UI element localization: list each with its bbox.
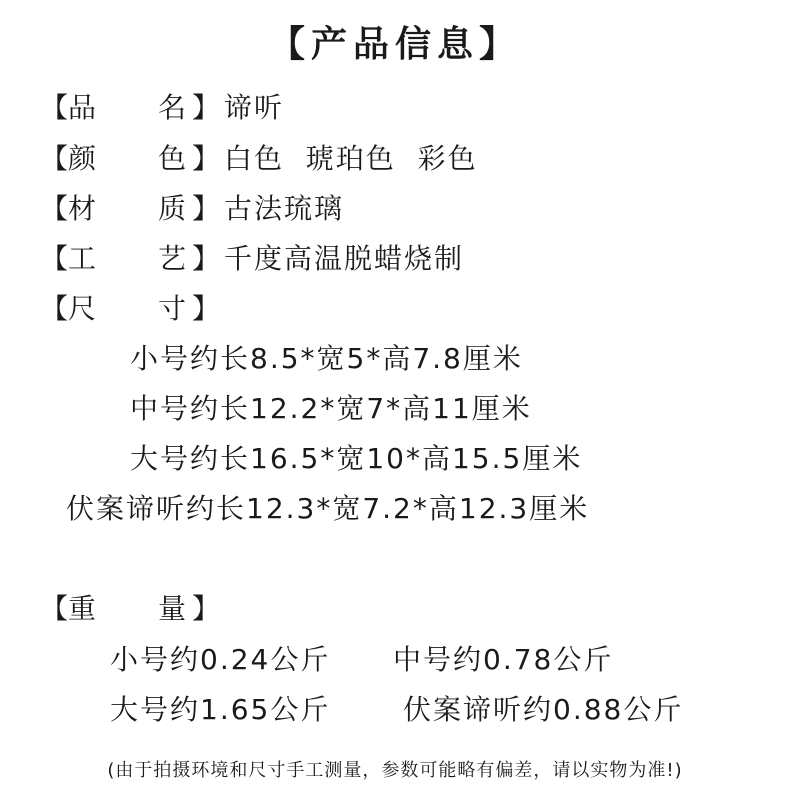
label-char-2: 艺	[158, 242, 189, 275]
field-craft-row	[40, 239, 465, 279]
field-color-row	[40, 139, 478, 179]
field-color-label	[40, 139, 222, 179]
bracket-left: 【	[40, 192, 71, 225]
field-name-row	[40, 88, 285, 128]
weight-small: 小号约0.24公斤	[110, 643, 331, 676]
label-char-2: 色	[158, 142, 189, 175]
bracket-right: 】	[192, 292, 223, 325]
size-fuan: 伏案谛听约长12.3*宽7.2*高12.3厘米	[66, 492, 590, 525]
label-char-2: 质	[158, 192, 189, 225]
bracket-right: 】	[192, 242, 223, 275]
weight-fuan: 伏案谛听约0.88公斤	[403, 693, 684, 726]
bracket-left: 【	[40, 142, 71, 175]
field-material-value: 古法琉璃	[224, 192, 345, 225]
field-weight-row	[40, 589, 222, 629]
field-name-value: 谛听	[224, 91, 285, 124]
size-medium: 中号约长12.2*宽7*高11厘米	[130, 392, 532, 425]
label-char-1: 颜	[68, 142, 99, 175]
disclaimer-note: (由于拍摄环境和尺寸手工测量，参数可能略有偏差，请以实物为准!)	[107, 760, 683, 781]
label-char-1: 工	[68, 242, 99, 275]
label-char-2: 寸	[158, 292, 189, 325]
field-material-label	[40, 189, 222, 229]
bracket-left: 【	[40, 242, 71, 275]
bracket-left: 【	[40, 292, 71, 325]
field-material-row	[40, 189, 345, 229]
field-name-label	[40, 88, 222, 128]
bracket-right: 】	[192, 142, 223, 175]
field-craft-value: 千度高温脱蜡烧制	[224, 242, 465, 275]
field-color-value: 白色 琥珀色 彩色	[224, 142, 478, 175]
weight-medium: 中号约0.78公斤	[393, 643, 614, 676]
bracket-right: 】	[192, 192, 223, 225]
page-title: 【产品信息】	[268, 23, 521, 65]
label-char-2: 量	[158, 592, 189, 625]
label-char-1: 尺	[68, 292, 99, 325]
bracket-right: 】	[192, 91, 223, 124]
size-large: 大号约长16.5*宽10*高15.5厘米	[130, 442, 583, 475]
bracket-right: 】	[192, 592, 223, 625]
weight-large: 大号约1.65公斤	[110, 693, 331, 726]
bracket-left: 【	[40, 91, 71, 124]
label-char-1: 重	[68, 592, 99, 625]
label-char-1: 材	[68, 192, 99, 225]
field-size-row	[40, 289, 222, 329]
label-char-2: 名	[158, 91, 189, 124]
size-small: 小号约长8.5*宽5*高7.8厘米	[130, 342, 523, 375]
label-char-1: 品	[68, 91, 99, 124]
field-size-label	[40, 289, 222, 329]
field-craft-label	[40, 239, 222, 279]
bracket-left: 【	[40, 592, 71, 625]
field-weight-label	[40, 589, 222, 629]
